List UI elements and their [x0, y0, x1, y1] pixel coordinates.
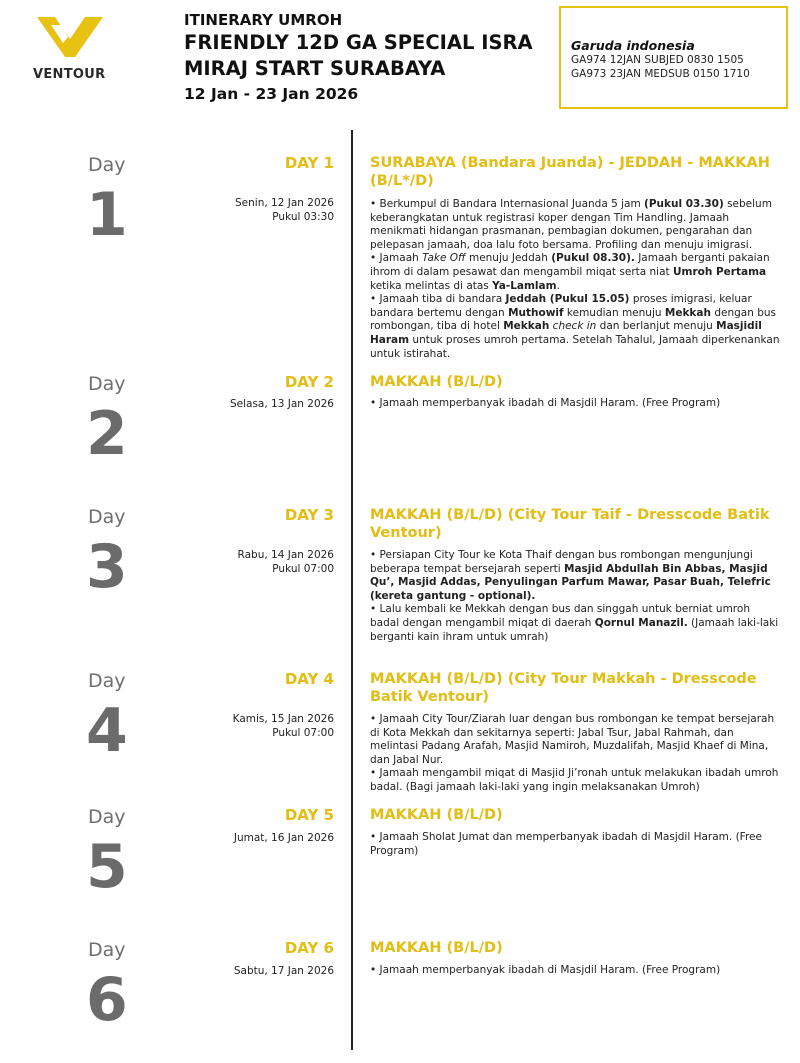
day-route: [370, 506, 775, 542]
text-bold: (Pukul 03.30): [644, 198, 724, 210]
day-time-text: Pukul 07:00: [272, 727, 334, 739]
day-description: [370, 831, 780, 858]
activity-paragraph: [370, 252, 780, 293]
day-description: [370, 198, 780, 361]
day-description: [370, 964, 780, 978]
day-date: [235, 196, 334, 224]
activity-paragraph: [370, 549, 780, 603]
text: dan berlanjut menuju: [596, 320, 717, 333]
day-date: [238, 548, 334, 576]
day-number: 1: [86, 180, 128, 250]
day-date-text: Selasa, 13 Jan 2026: [229, 398, 334, 410]
text: • Jamaah: [370, 252, 423, 265]
day-word: Day: [88, 373, 126, 395]
text: dengan bus rombongan, tiba di hotel: [370, 306, 776, 333]
day-word: Day: [88, 506, 126, 528]
day-time-text: Pukul 03:30: [272, 211, 334, 223]
day-date: [233, 712, 334, 740]
logo-text: VENTOUR: [33, 67, 106, 82]
activity-paragraph: • Jamaah memperbanyak ibadah di Masjdil Haram. (Free Program): [370, 397, 721, 409]
text-bold: Qornul Manazil.: [594, 616, 688, 629]
text: proses imigrasi, keluar bandara bertemu dengan: [370, 293, 752, 319]
text-bold: Mekkah: [664, 306, 711, 319]
text: • Persiapan City Tour ke Kota Thaif dengan bus rombongan mengunjungi beberapa tempat bersejarah seperti: [370, 549, 753, 575]
day-date-text: Rabu, 14 Jan 2026: [237, 549, 334, 561]
day-word: Day: [88, 154, 126, 176]
flight-info-box: [559, 6, 788, 109]
text-bold: Muthowif: [508, 306, 564, 319]
activity-paragraph: [370, 603, 780, 644]
day-date: [234, 831, 334, 845]
header-dates: 12 Jan - 23 Jan 2026: [184, 85, 359, 103]
day-description: [370, 397, 780, 411]
text: menuju Jeddah: [465, 252, 552, 265]
day-description: [370, 549, 780, 644]
timeline-divider: [351, 130, 353, 1050]
activity-paragraph: [370, 293, 780, 361]
text: • Lalu kembali ke Mekkah dengan bus dan singgah untuk berniat umroh badal dengan mengambil miqat di daerah: [370, 603, 750, 629]
text-bold: Masjid Abdullah Bin Abbas, Masjid Qu’, Masjid Addas, Penyulingan Parfum Mawar, Pasar Buah, Telefric (kereta gantung - optional).: [370, 562, 771, 602]
day-route: [370, 154, 775, 190]
text-bold: Masjidil Haram: [370, 320, 762, 346]
day-route-line2: Batik Ventour): [370, 689, 490, 705]
text-italic: Take Off: [422, 252, 466, 265]
text: Jamaah berganti pakaian ihrom di dalam pesawat dan mengambil miqat serta niat: [370, 252, 770, 278]
day-number: 2: [86, 399, 128, 469]
day-label: DAY 4: [284, 670, 334, 688]
text: ketika melintas di atas: [370, 279, 493, 292]
day-label: DAY 5: [284, 806, 334, 824]
day-route-line1: MAKKAH (B/L/D): [370, 940, 503, 956]
day-date-text: Senin, 12 Jan 2026: [235, 197, 334, 209]
text: • Berkumpul di Bandara Internasional Juanda 5 jam: [370, 198, 645, 210]
header-title-line1: FRIENDLY 12D GA SPECIAL ISRA: [184, 31, 533, 54]
day-time-text: Pukul 07:00: [272, 563, 334, 575]
day-date: [234, 964, 334, 978]
ventour-logo: [30, 15, 110, 82]
activity-paragraph: • Jamaah City Tour/Ziarah luar dengan bus rombongan ke tempat bersejarah di Kota Mekkah dan sekitarnya seperti: Jabal Tsur, Jabal Rahmah, dan melintasi Padang Arafah, Masjid Namiroh, Muzdalifah, Masjid Khaef di Mina, dan Jabal Nur.: [370, 713, 775, 766]
day-route-line1: SURABAYA (Bandara Juanda) - JEDDAH - MAKKAH: [370, 155, 770, 171]
day-number: 6: [86, 965, 128, 1035]
day-word: Day: [88, 806, 126, 828]
text-bold: (Pukul 08.30).: [551, 252, 635, 265]
day-date: [230, 397, 334, 411]
header-subtitle: ITINERARY UMROH: [184, 11, 343, 29]
day-route-line1: MAKKAH (B/L/D): [370, 374, 503, 390]
day-number: 3: [86, 532, 128, 602]
text: untuk proses umroh pertama. Setelah Tahalul, Jamaah diperkenankan untuk istirahat.: [370, 333, 780, 360]
day-number: 4: [86, 696, 128, 766]
text-bold: Ya-Lamlam: [492, 279, 557, 292]
day-route-line1: MAKKAH (B/L/D) (City Tour Makkah - Dresscode: [370, 671, 757, 687]
activity-paragraph: [370, 198, 780, 252]
text: (Jamaah laki-laki berganti kain ihram untuk umrah): [370, 616, 779, 643]
activity-paragraph: • Jamaah Sholat Jumat dan memperbanyak ibadah di Masjdil Haram. (Free Program): [370, 831, 762, 857]
day-route: [370, 670, 775, 706]
day-route: [370, 939, 775, 957]
text: kemudian menuju: [563, 306, 665, 319]
day-route: [370, 373, 775, 391]
flight-leg-return: GA973 23JAN MEDSUB 0150 1710: [571, 68, 750, 80]
day-word: Day: [88, 939, 126, 961]
day-date-text: Kamis, 15 Jan 2026: [232, 713, 334, 725]
ventour-v-icon: [35, 15, 105, 57]
airline-name: Garuda indonesia: [571, 38, 695, 53]
day-route: [370, 806, 775, 824]
day-label: DAY 3: [284, 506, 334, 524]
text-bold: Mekkah: [503, 320, 550, 333]
day-label: DAY 2: [284, 373, 334, 391]
text: .: [556, 279, 560, 292]
flight-leg-outbound: GA974 12JAN SUBJED 0830 1505: [571, 54, 744, 66]
itinerary-header: [184, 11, 554, 104]
activity-paragraph: • Jamaah mengambil miqat di Masjid Ji’ronah untuk melakukan ibadah umroh badal. (Bagi jamaah laki-laki yang ingin melaksanakan Umroh): [370, 767, 779, 793]
day-number: 5: [86, 832, 128, 902]
text-bold: Jeddah (Pukul 15.05): [505, 293, 630, 306]
day-route-line1: MAKKAH (B/L/D) (City Tour Taif - Dresscode Batik: [370, 507, 770, 523]
day-route-line1: MAKKAH (B/L/D): [370, 807, 503, 823]
day-route-line2: Ventour): [370, 525, 442, 541]
activity-paragraph: • Jamaah memperbanyak ibadah di Masjdil Haram. (Free Program): [370, 964, 721, 976]
text: sebelum keberangkatan untuk registrasi koper dengan Tim Handling. Jamaah menikmati hidangan prasmanan, pembagian dokumen, pengarahan dan pelepasan jamaah, doa lalu foto bersama. Profiling dan menuju imigrasi.: [370, 198, 772, 251]
header-title-line2: MIRAJ START SURABAYA: [184, 57, 446, 80]
day-route-line2: (B/L*/D): [370, 173, 434, 189]
day-label: DAY 1: [284, 154, 334, 172]
text-italic: check in: [552, 320, 597, 333]
day-date-text: Jumat, 16 Jan 2026: [233, 832, 334, 844]
day-date-text: Sabtu, 17 Jan 2026: [233, 965, 334, 977]
day-description: [370, 713, 780, 795]
text: • Jamaah tiba di bandara: [370, 293, 506, 306]
day-label: DAY 6: [284, 939, 334, 957]
day-word: Day: [88, 670, 126, 692]
text-bold: Umroh Pertama: [673, 265, 767, 278]
